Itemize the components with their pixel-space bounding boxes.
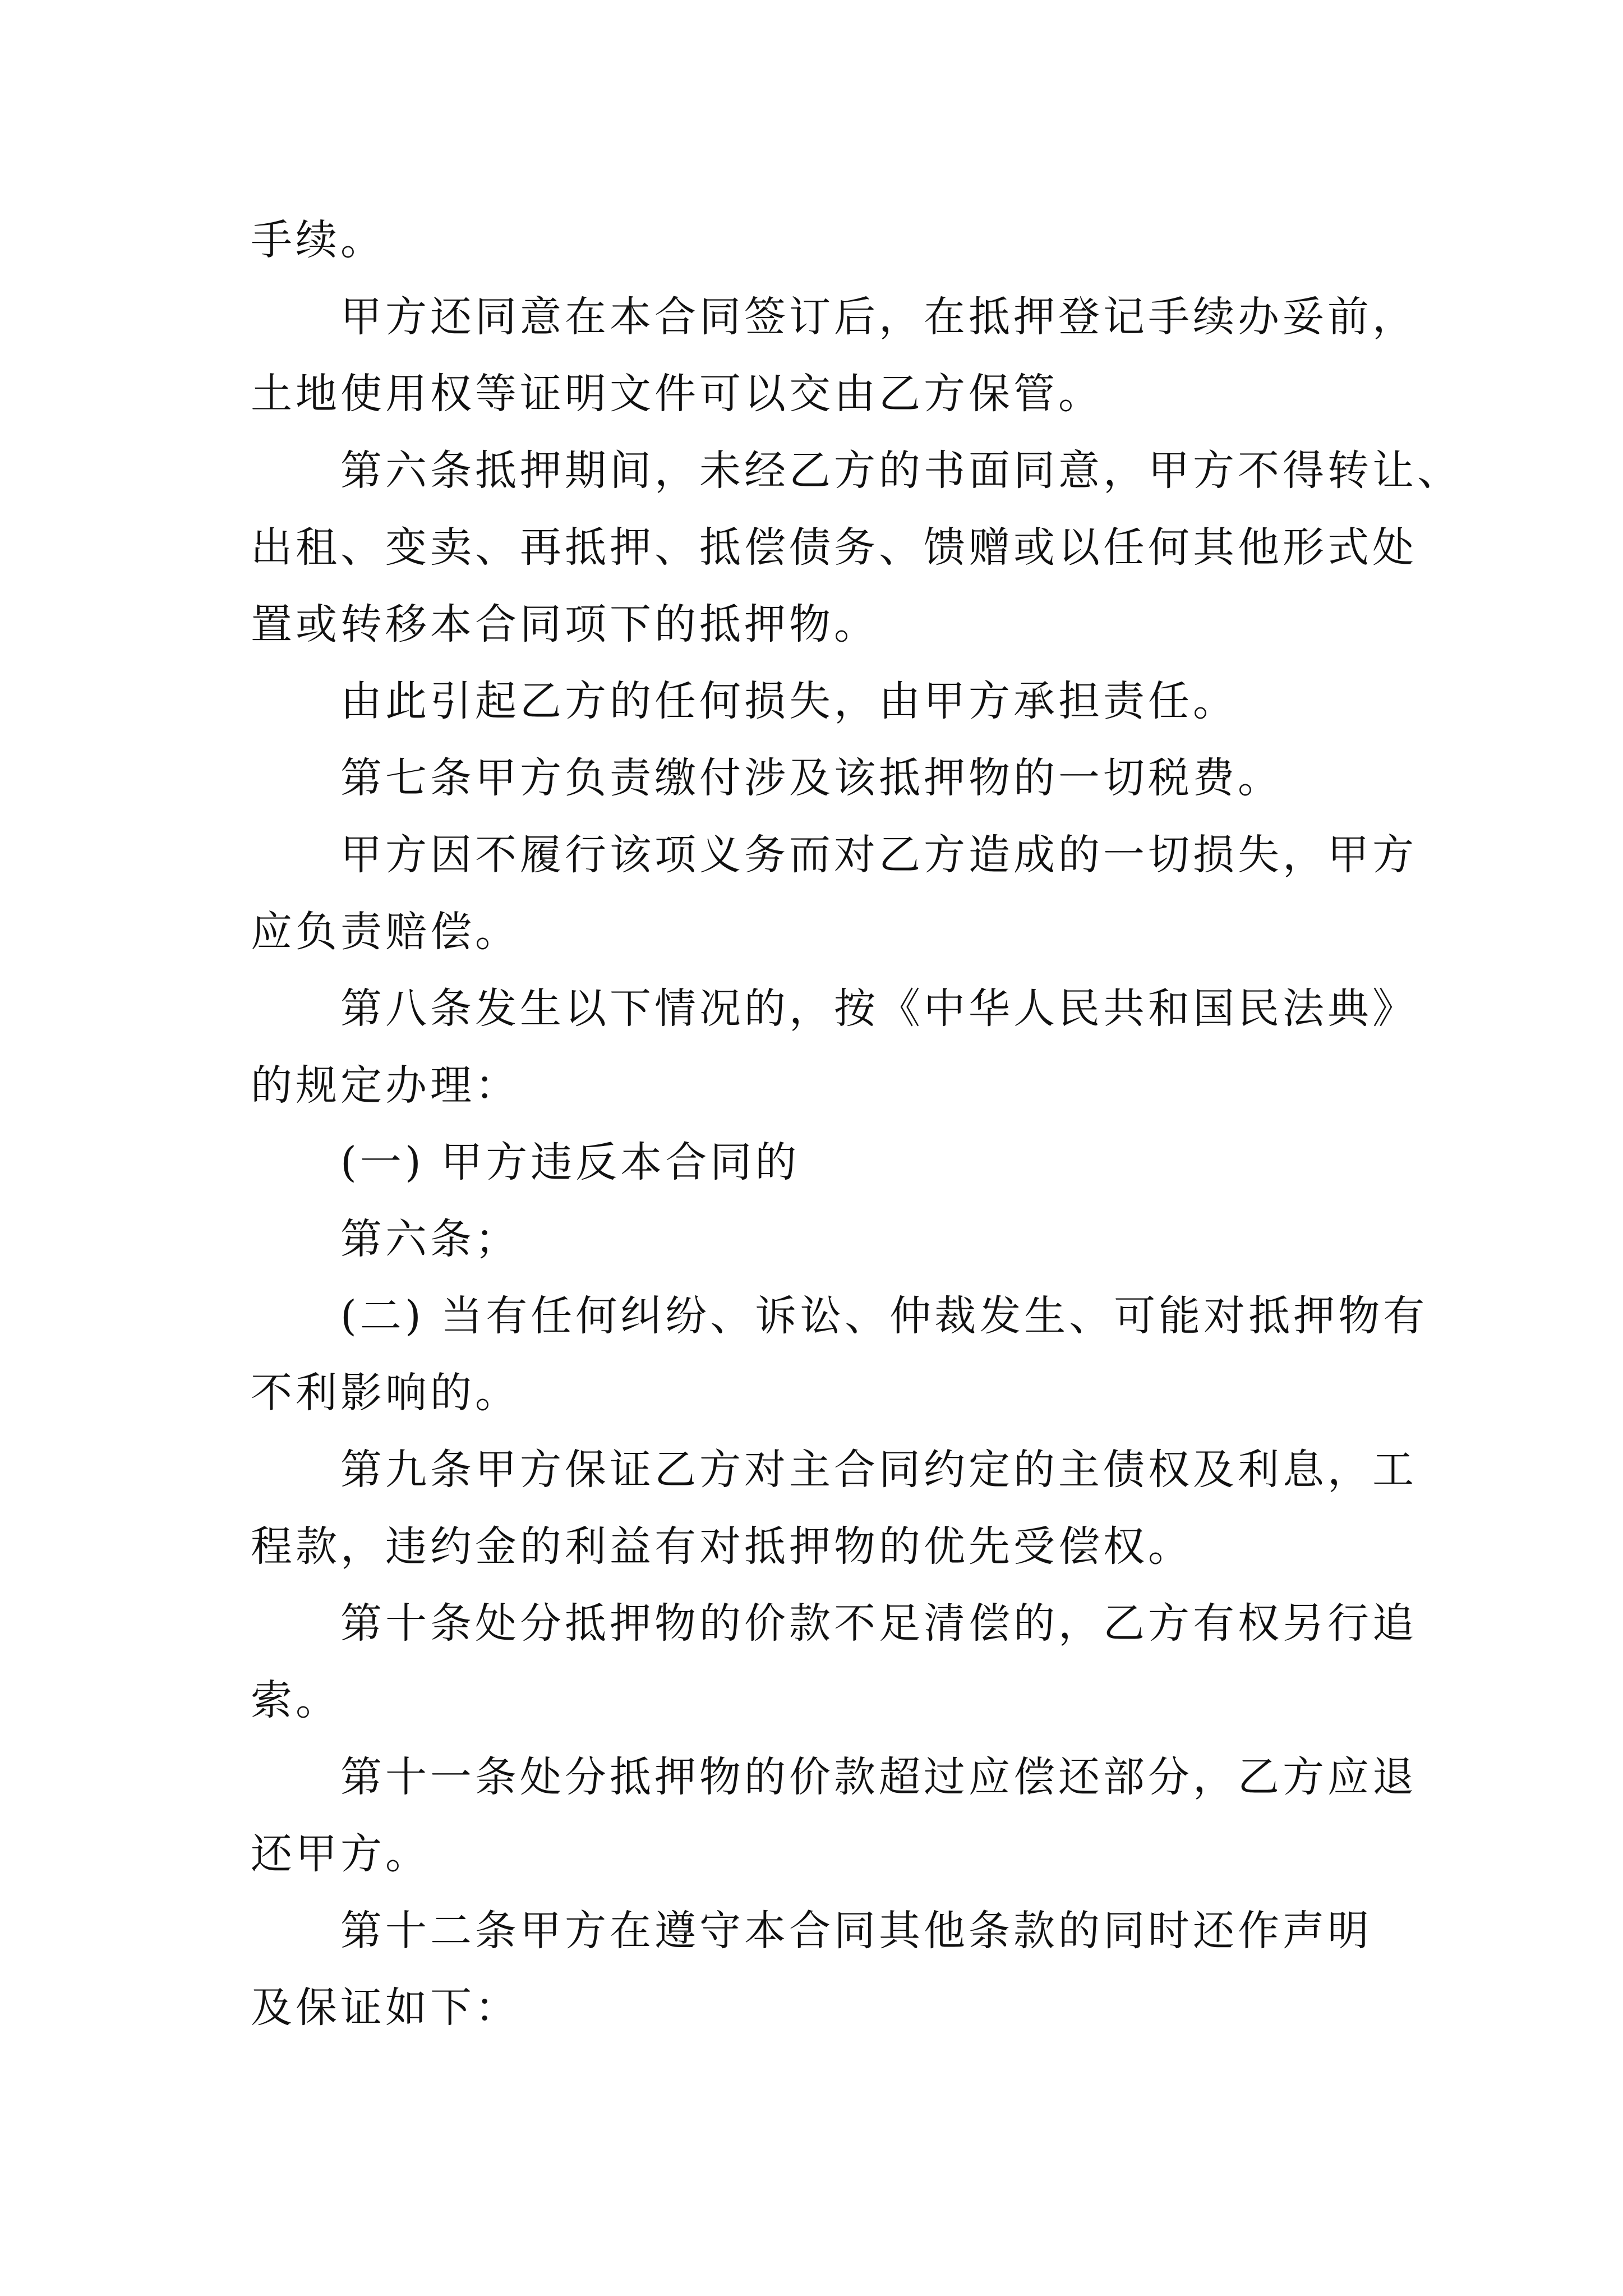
text-line: 索。 [251, 1676, 340, 1724]
text-line: 土地使用权等证明文件可以交由乙方保管。 [251, 370, 1103, 418]
text-line: 还甲方。 [251, 1830, 430, 1878]
text-line: 程款，违约金的利益有对抵押物的优先受偿权。 [251, 1522, 1193, 1571]
text-line: 应负责赔偿。 [251, 908, 520, 956]
text-line: 第八条发生以下情况的，按《中华人民共和国民法典》 [340, 984, 1417, 1033]
text-line: 甲方还同意在本合同签订后，在抵押登记手续办妥前， [340, 293, 1417, 341]
text-line: 不利影响的。 [251, 1369, 520, 1417]
text-line: 第六条抵押期间，未经乙方的书面同意，甲方不得转让、 [340, 447, 1462, 495]
text-line: 第十一条处分抵押物的价款超过应偿还部分，乙方应退 [340, 1753, 1417, 1801]
text-line: 出租、变卖、再抵押、抵偿债务、馈赠或以任何其他形式处 [251, 523, 1417, 572]
text-line: 第九条甲方保证乙方对主合同约定的主债权及利息，工 [340, 1446, 1417, 1494]
text-line: 第十二条甲方在遵守本合同其他条款的同时还作声明 [340, 1907, 1372, 1955]
text-line: (一) 甲方违反本合同的 [340, 1138, 800, 1186]
text-line: 由此引起乙方的任何损失，由甲方承担责任。 [340, 677, 1238, 725]
text-line: 的规定办理： [251, 1061, 520, 1110]
text-line: 第六条； [340, 1215, 520, 1263]
text-line: 手续。 [251, 216, 385, 264]
text-line: 及保证如下： [251, 1984, 520, 2032]
text-line: (二) 当有任何纠纷、诉讼、仲裁发生、可能对抵押物有 [340, 1292, 1428, 1340]
text-line: 甲方因不履行该项义务而对乙方造成的一切损失，甲方 [340, 831, 1417, 879]
text-line: 第七条甲方负责缴付涉及该抵押物的一切税费。 [340, 754, 1283, 802]
text-line: 置或转移本合同项下的抵押物。 [251, 600, 879, 648]
contract-body-text [251, 202, 1462, 2046]
text-line: 第十条处分抵押物的价款不足清偿的，乙方有权另行追 [340, 1599, 1417, 1648]
